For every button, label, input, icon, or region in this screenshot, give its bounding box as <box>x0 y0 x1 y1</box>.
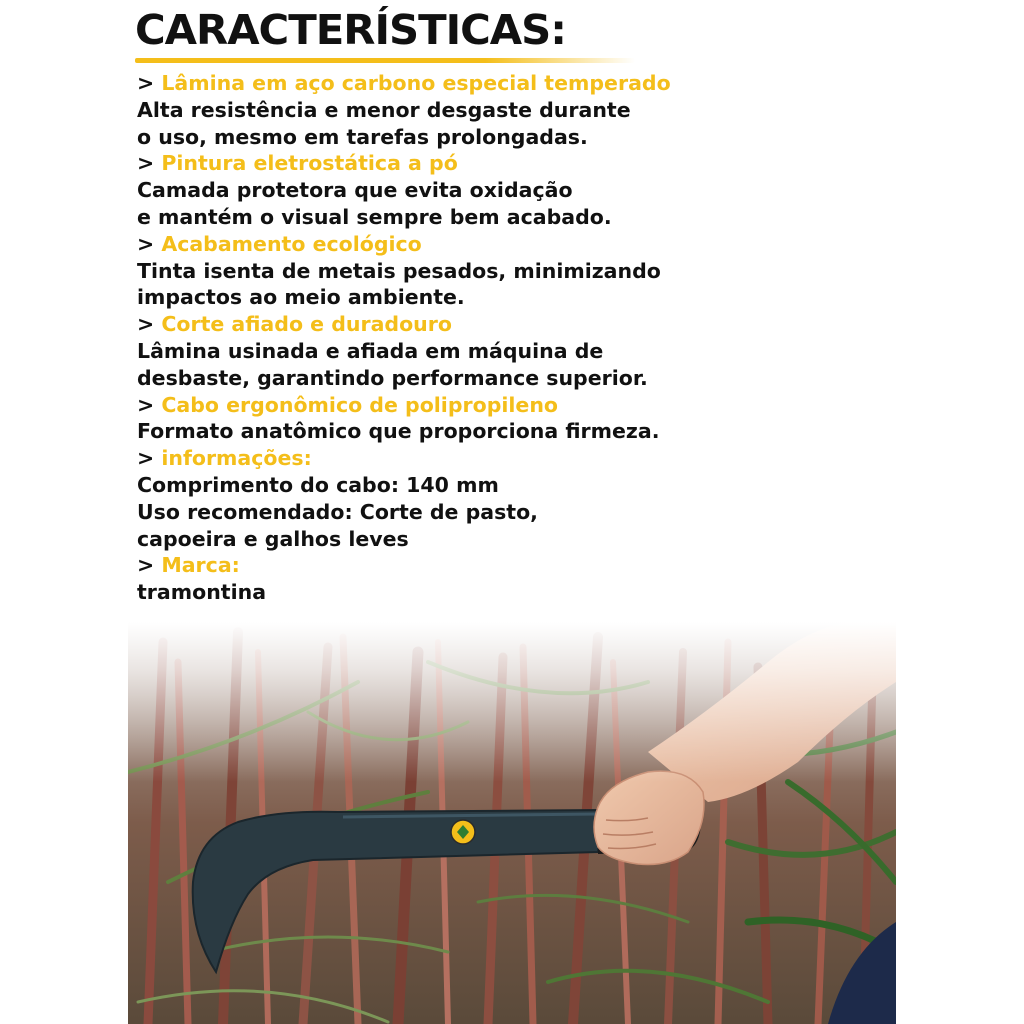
info-title: informações: <box>161 446 312 471</box>
product-photo <box>128 622 896 1024</box>
bullet-marker: > <box>137 71 155 95</box>
feature-text: desbaste, garantindo performance superior. <box>137 365 648 390</box>
feature-heading <box>137 231 897 258</box>
feature-title: Cabo ergonômico de polipropileno <box>161 392 559 417</box>
feature-text: o uso, mesmo em tarefas prolongadas. <box>137 124 588 149</box>
feature-title: Pintura eletrostática a pó <box>161 151 458 176</box>
feature-title: Lâmina em aço carbono especial temperado <box>161 71 671 95</box>
info-text: Uso recomendado: Corte de pasto, <box>137 499 538 524</box>
feature-text: Camada protetora que evita oxidação <box>137 178 573 203</box>
feature-text: Formato anatômico que proporciona firmeza. <box>137 419 660 444</box>
info-text: capoeira e galhos leves <box>137 526 409 551</box>
title-underline <box>135 58 635 63</box>
feature-title: Corte afiado e duradouro <box>161 312 452 337</box>
feature-heading <box>137 311 897 338</box>
feature-text: Alta resistência e menor desgaste durante <box>137 97 631 122</box>
feature-text: impactos ao meio ambiente. <box>137 285 465 310</box>
feature-heading <box>137 150 897 177</box>
grass-scene-illustration <box>128 622 896 1024</box>
info-text: Comprimento do cabo: 140 mm <box>137 472 499 497</box>
bullet-marker: > <box>137 231 155 256</box>
bullet-marker: > <box>137 151 155 176</box>
bullet-marker: > <box>137 553 155 578</box>
features-list <box>137 70 897 606</box>
feature-text: Lâmina usinada e afiada em máquina de <box>137 338 604 363</box>
bullet-marker: > <box>137 312 155 337</box>
brand-name: tramontina <box>137 580 267 605</box>
page-title: CARACTERÍSTICAS: <box>135 6 566 54</box>
feature-text: e mantém o visual sempre bem acabado. <box>137 204 612 229</box>
bullet-marker: > <box>137 392 155 417</box>
feature-heading <box>137 70 897 97</box>
brand-heading <box>137 552 897 579</box>
brand-title: Marca: <box>161 553 240 578</box>
info-heading <box>137 445 897 472</box>
feature-heading <box>137 392 897 419</box>
feature-text: Tinta isenta de metais pesados, minimizando <box>137 258 661 283</box>
bullet-marker: > <box>137 446 155 471</box>
feature-title: Acabamento ecológico <box>161 231 422 256</box>
